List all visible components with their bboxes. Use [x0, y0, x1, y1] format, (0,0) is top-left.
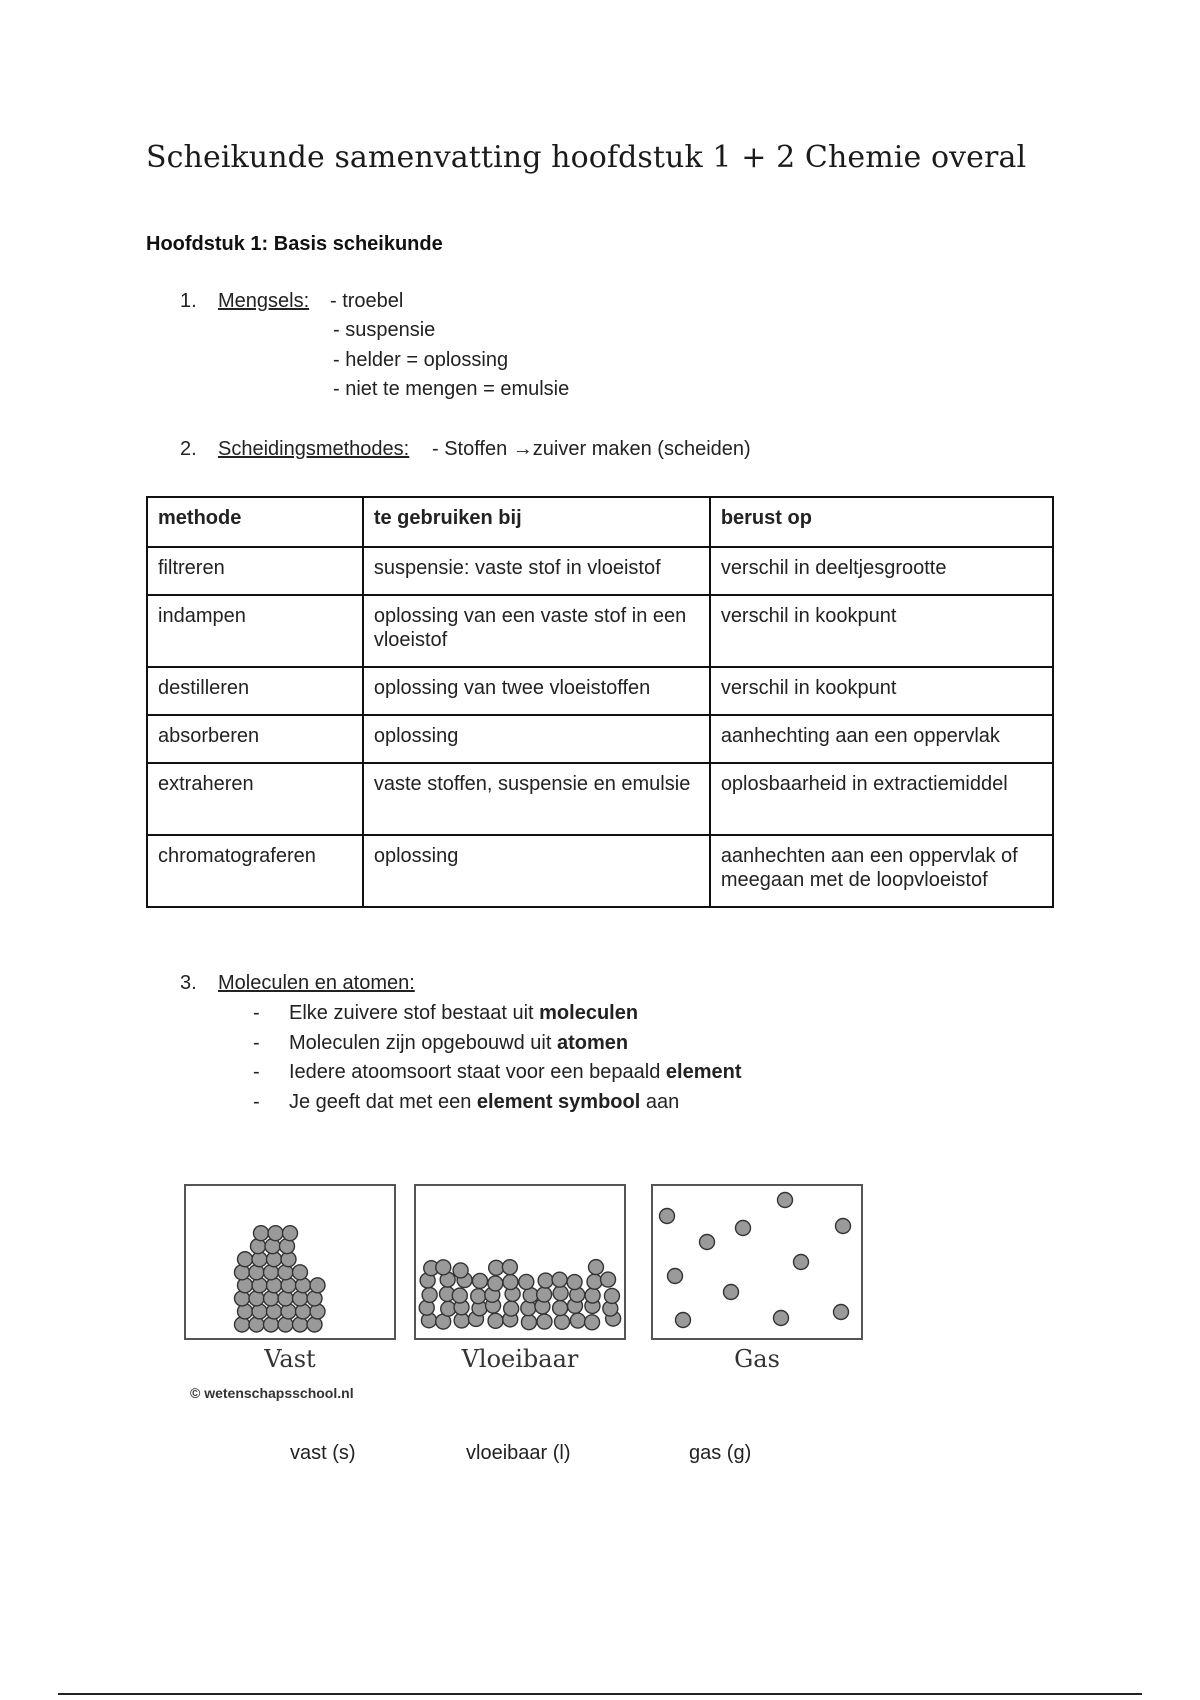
section3-label: Moleculen en atomen:	[218, 972, 415, 994]
dash-bullet-icon: -	[253, 1002, 260, 1024]
solid-particles-box	[184, 1184, 396, 1340]
particle	[570, 1313, 585, 1328]
table-cell: aanhechten aan een oppervlak of meegaan met de loopvloeistof	[710, 835, 1053, 907]
mengsel-item: - helder = oplossing	[333, 349, 509, 371]
table-cell: vaste stoffen, suspensie en emulsie	[363, 763, 710, 835]
table-cell: absorberen	[147, 715, 363, 763]
particle	[794, 1255, 809, 1270]
particle	[489, 1260, 504, 1275]
particle	[736, 1221, 751, 1236]
table-cell: indampen	[147, 595, 363, 667]
section2-text: - Stoffen →zuiver maken (scheiden)	[432, 438, 751, 460]
table-cell: verschil in deeltjesgrootte	[710, 547, 1053, 595]
particle	[660, 1209, 675, 1224]
particle	[293, 1265, 308, 1280]
particle	[422, 1287, 437, 1302]
table-cell: oplosbaarheid in extractiemiddel	[710, 763, 1053, 835]
particle	[553, 1301, 568, 1316]
particle	[588, 1260, 603, 1275]
section3-number: 3.	[180, 972, 197, 994]
table-row	[147, 763, 1053, 835]
table-cell: aanhechting aan een oppervlak	[710, 715, 1053, 763]
table-header-cell: te gebruiken bij	[363, 497, 710, 547]
state-label-liquid: vloeibaar (l)	[466, 1442, 571, 1464]
particle	[452, 1288, 467, 1303]
bullet-item: - Iedere atoomsoort staat voor een bepaald element	[253, 1061, 742, 1083]
table-row	[147, 547, 1053, 595]
particle	[553, 1286, 568, 1301]
particle	[238, 1252, 253, 1267]
particle	[310, 1278, 325, 1293]
table-row	[147, 835, 1053, 907]
particle	[724, 1285, 739, 1300]
particle	[538, 1273, 553, 1288]
particle	[504, 1301, 519, 1316]
table-cell: oplossing	[363, 835, 710, 907]
liquid-particles-box	[414, 1184, 626, 1340]
section2-number: 2.	[180, 438, 197, 460]
particle	[700, 1235, 715, 1250]
particle	[676, 1313, 691, 1328]
state-label-gas: gas (g)	[689, 1442, 752, 1464]
section2-label: Scheidingsmethodes:	[218, 438, 410, 460]
particle	[537, 1287, 552, 1302]
table-cell: oplossing van twee vloeistoffen	[363, 667, 710, 715]
bullet-item: - Je geeft dat met een element symbool aan	[253, 1091, 680, 1113]
figure-caption-gas: Gas	[734, 1345, 780, 1373]
particle	[552, 1272, 567, 1287]
table-cell: verschil in kookpunt	[710, 595, 1053, 667]
table-cell: chromatograferen	[147, 835, 363, 907]
figure-caption-liquid: Vloeibaar	[461, 1345, 579, 1373]
particle	[521, 1315, 536, 1330]
particle	[502, 1260, 517, 1275]
particle	[472, 1273, 487, 1288]
section1-number: 1.	[180, 290, 197, 312]
section1-label: Mengsels:	[218, 290, 310, 312]
mengsel-item: - troebel	[330, 290, 404, 312]
dash-bullet-icon: -	[253, 1091, 260, 1113]
table-header-cell: berust op	[710, 497, 1053, 547]
table-cell: destilleren	[147, 667, 363, 715]
table-cell: verschil in kookpunt	[710, 667, 1053, 715]
particle	[774, 1311, 789, 1326]
particle	[268, 1226, 283, 1241]
table-row	[147, 667, 1053, 715]
particle	[834, 1305, 849, 1320]
table-header-row	[147, 497, 1053, 547]
figure-caption-solid: Vast	[264, 1345, 316, 1373]
particle	[436, 1260, 451, 1275]
particle	[585, 1315, 600, 1330]
chapter-heading: Hoofdstuk 1: Basis scheikunde	[146, 233, 443, 255]
particle	[488, 1276, 503, 1291]
particle	[519, 1274, 534, 1289]
dash-bullet-icon: -	[253, 1061, 260, 1083]
particle	[601, 1272, 616, 1287]
particle	[567, 1275, 582, 1290]
particle	[555, 1314, 570, 1329]
dash-bullet-icon: -	[253, 1032, 260, 1054]
particle	[836, 1219, 851, 1234]
particle	[537, 1314, 552, 1329]
particle	[585, 1288, 600, 1303]
bullet-item: - Moleculen zijn opgebouwd uit atomen	[253, 1032, 629, 1054]
page-divider	[58, 1693, 1142, 1695]
particle	[453, 1263, 468, 1278]
table-cell: oplossing van een vaste stof in een vloeistof	[363, 595, 710, 667]
particle	[503, 1275, 518, 1290]
particle	[587, 1274, 602, 1289]
table-cell: suspensie: vaste stof in vloeistof	[363, 547, 710, 595]
separation-methods-table	[146, 496, 1054, 908]
state-label-solid: vast (s)	[290, 1442, 356, 1464]
mengsel-item: - suspensie	[333, 319, 436, 341]
mengsel-item: - niet te mengen = emulsie	[333, 378, 570, 400]
particle	[471, 1289, 486, 1304]
table-cell: extraheren	[147, 763, 363, 835]
gas-particles-icon	[653, 1186, 861, 1338]
liquid-particles-icon	[416, 1186, 624, 1338]
bullet-item: - Elke zuivere stof bestaat uit moleculen	[253, 1002, 639, 1024]
figure-copyright: © wetenschapsschool.nl	[190, 1385, 354, 1401]
particle	[254, 1226, 269, 1241]
gas-particles-box	[651, 1184, 863, 1340]
document-title: Scheikunde samenvatting hoofdstuk 1 + 2 Chemie overal	[146, 140, 1027, 175]
particle	[604, 1288, 619, 1303]
particle	[488, 1313, 503, 1328]
table-row	[147, 715, 1053, 763]
particle	[778, 1193, 793, 1208]
solid-particles-icon	[186, 1186, 394, 1338]
particle	[283, 1226, 298, 1241]
particle	[668, 1269, 683, 1284]
table-cell: filtreren	[147, 547, 363, 595]
table-header-cell: methode	[147, 497, 363, 547]
table-cell: oplossing	[363, 715, 710, 763]
table-row	[147, 595, 1053, 667]
